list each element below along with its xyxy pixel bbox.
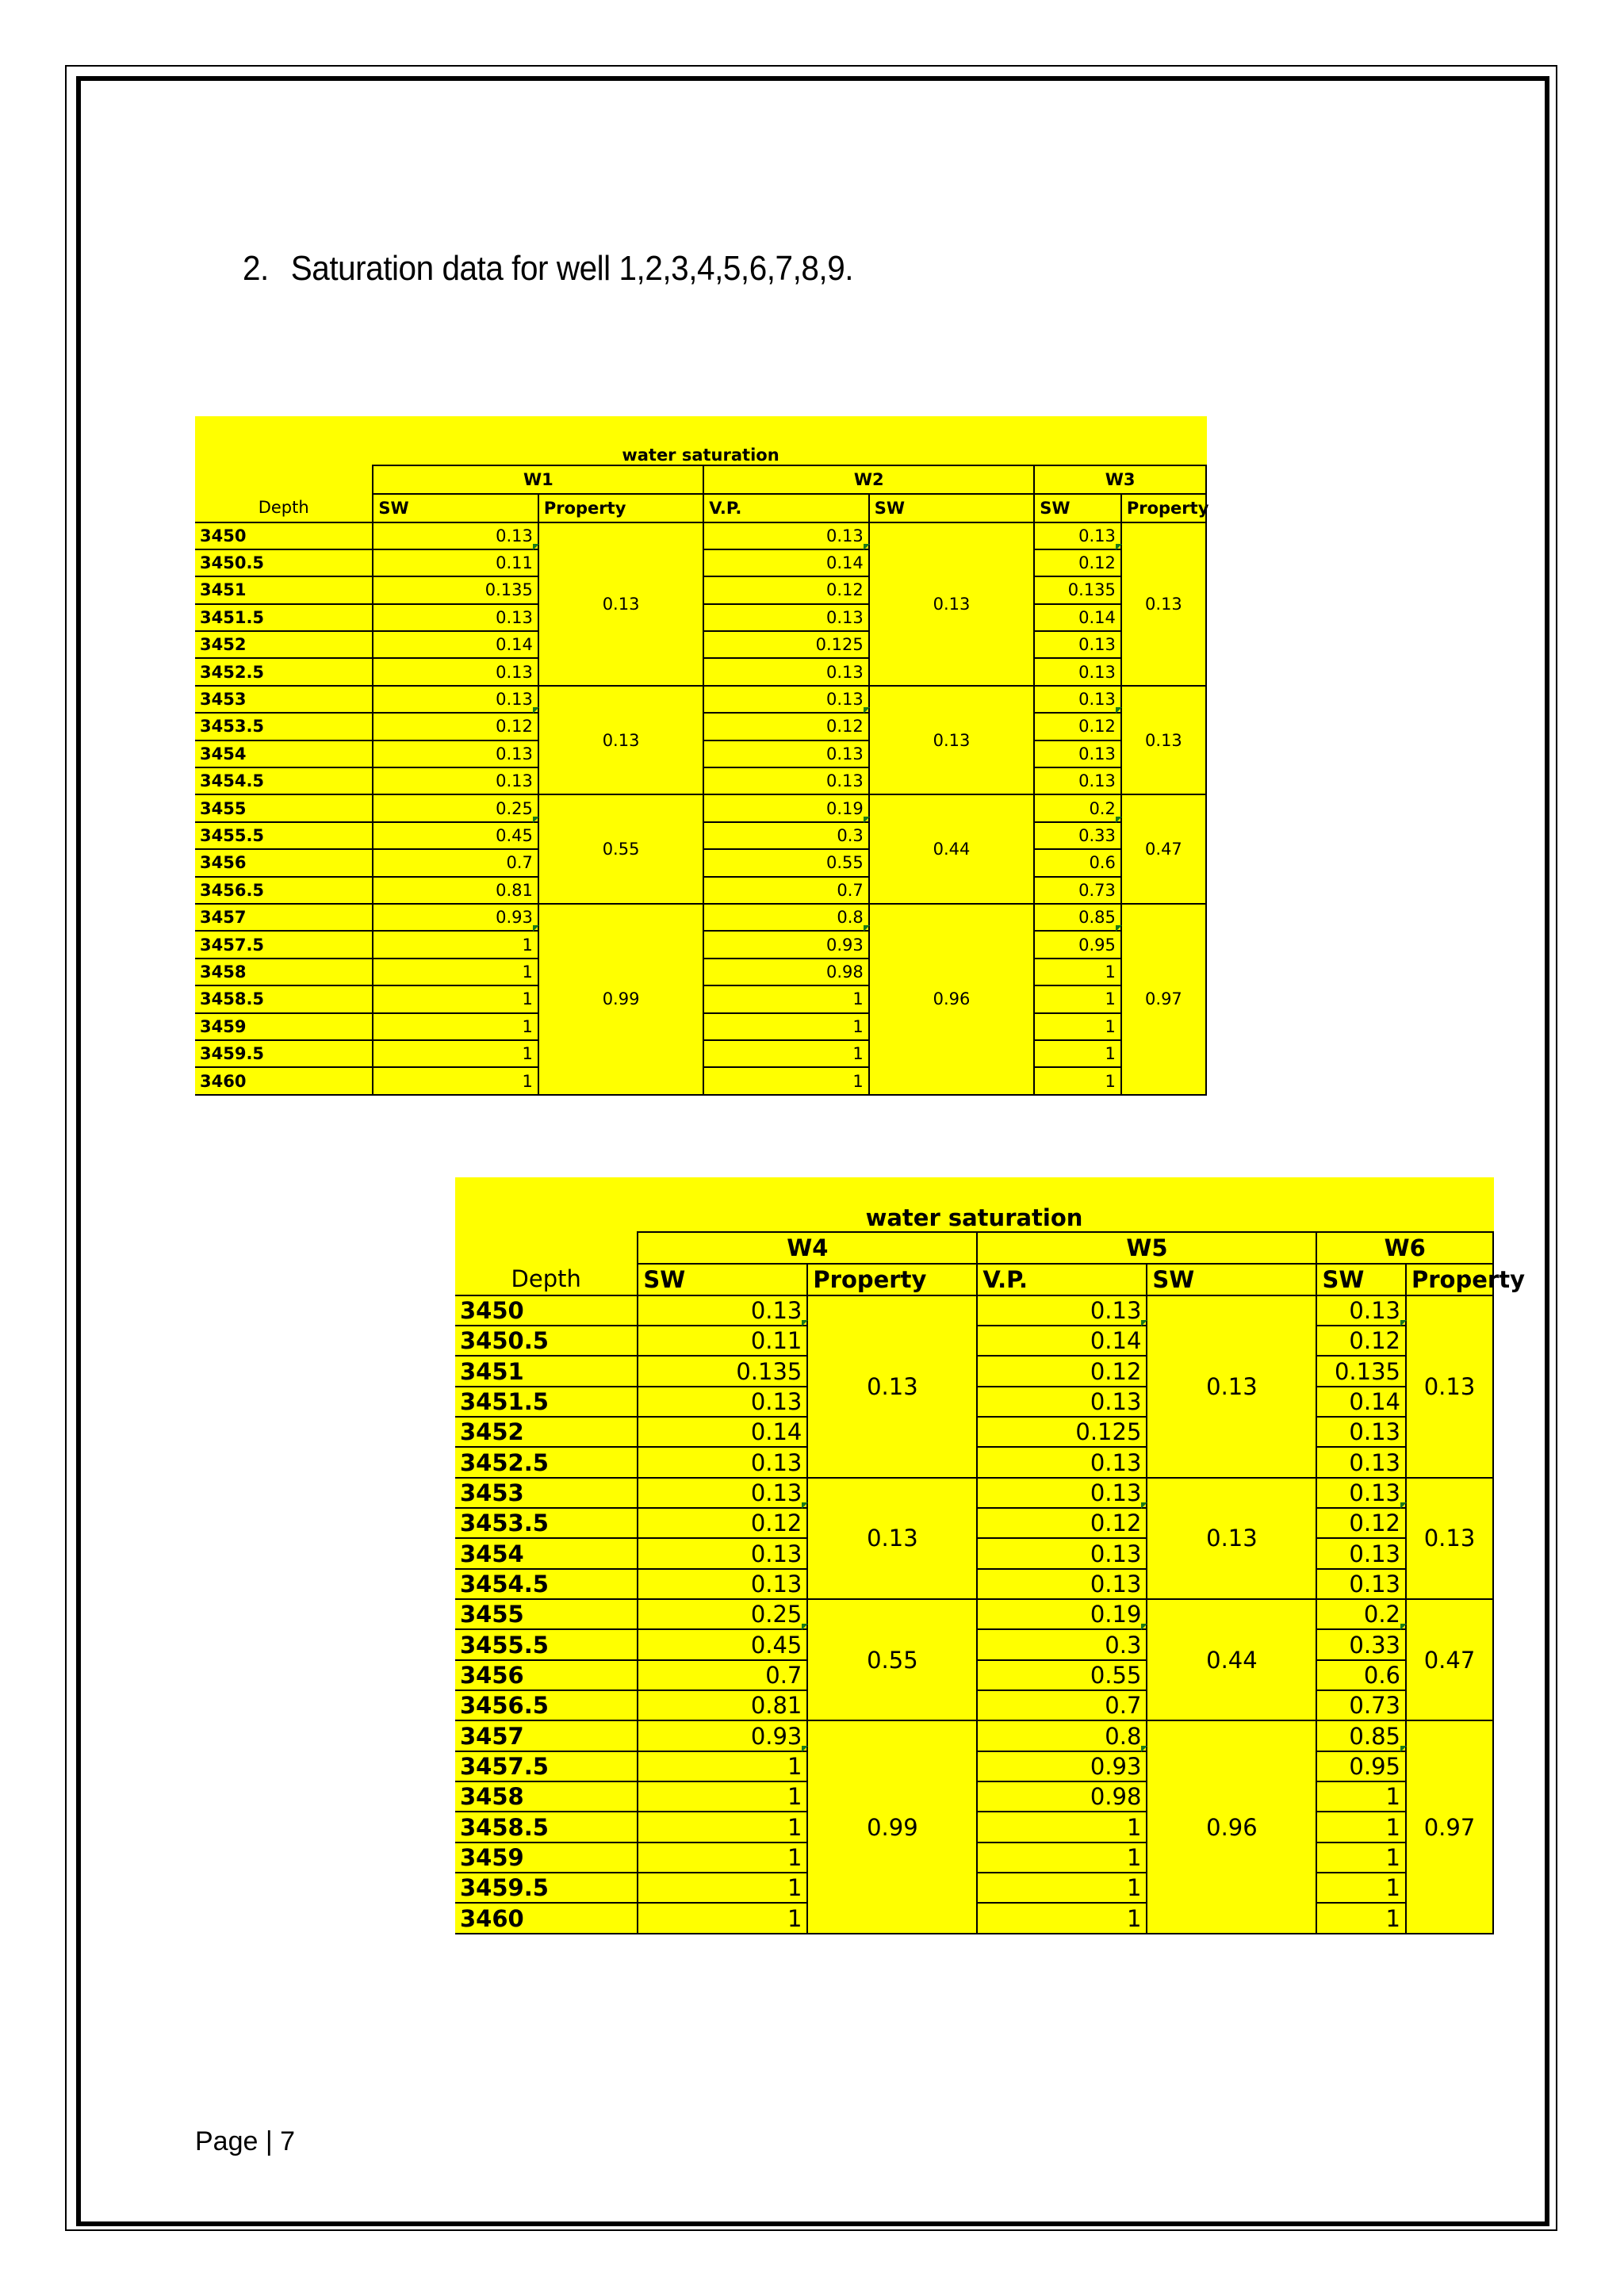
depth-cell: 3460 [455, 1903, 638, 1934]
sw-value-cell: 0.12 [1034, 713, 1121, 740]
vp-value-cell: 0.13 [703, 686, 868, 713]
table-row [195, 794, 1206, 821]
sw-value-cell: 0.73 [1034, 877, 1121, 904]
column-subheader: Property [1406, 1264, 1493, 1295]
depth-cell: 3453.5 [195, 713, 373, 740]
property-cell: 0.99 [538, 904, 703, 1095]
sw-value-cell: 1 [638, 1751, 807, 1781]
sw-value-cell: 0.11 [638, 1326, 807, 1356]
depth-cell: 3457.5 [195, 931, 373, 958]
depth-cell: 3460 [195, 1067, 373, 1095]
well-header: W2 [703, 465, 1034, 494]
column-subheader: Property [538, 494, 703, 522]
table-row [195, 522, 1206, 549]
sw-value-cell: 0.13 [1034, 522, 1121, 549]
vp-value-cell: 1 [703, 1040, 868, 1067]
depth-cell: 3453 [195, 686, 373, 713]
sw-value-cell: 1 [638, 1843, 807, 1873]
property-cell: 0.97 [1406, 1720, 1493, 1934]
sw-value-cell: 0.13 [1316, 1569, 1406, 1599]
table-row [455, 1599, 1493, 1629]
vp-value-cell: 1 [977, 1873, 1147, 1903]
sw-value-cell: 0.81 [638, 1690, 807, 1720]
sw-value-cell: 0.13 [373, 604, 538, 631]
sw-value-cell: 0.13 [1316, 1538, 1406, 1568]
vp-value-cell: 1 [977, 1903, 1147, 1934]
depth-cell: 3451 [455, 1356, 638, 1386]
property-cell: 0.13 [1147, 1295, 1316, 1478]
vp-value-cell: 0.13 [977, 1447, 1147, 1477]
property-cell: 0.13 [1121, 686, 1206, 795]
depth-cell: 3452.5 [195, 658, 373, 685]
sw-value-cell: 0.73 [1316, 1690, 1406, 1720]
sw-value-cell: 0.13 [1034, 686, 1121, 713]
header-spacer [195, 465, 373, 494]
sw-value-cell: 0.2 [1034, 794, 1121, 821]
property-cell: 0.44 [1147, 1599, 1316, 1720]
sw-value-cell: 0.6 [1034, 849, 1121, 876]
table-row [195, 904, 1206, 931]
sw-value-cell: 0.14 [1316, 1387, 1406, 1417]
column-subheader: Property [1121, 494, 1206, 522]
depth-cell: 3458.5 [455, 1812, 638, 1842]
sw-value-cell: 1 [1316, 1843, 1406, 1873]
depth-cell: 3456.5 [455, 1690, 638, 1720]
well-header: W5 [977, 1232, 1316, 1264]
sw-value-cell: 0.95 [1316, 1751, 1406, 1781]
sw-value-cell: 1 [638, 1812, 807, 1842]
heading-number: 2. [243, 249, 269, 288]
depth-cell: 3450.5 [455, 1326, 638, 1356]
sw-value-cell: 0.33 [1034, 822, 1121, 849]
vp-value-cell: 1 [703, 1013, 868, 1040]
vp-value-cell: 1 [703, 1067, 868, 1095]
depth-cell: 3450.5 [195, 549, 373, 576]
column-subheader: SW [638, 1264, 807, 1295]
sw-value-cell: 0.13 [373, 658, 538, 685]
depth-cell: 3455 [195, 794, 373, 821]
sw-value-cell: 0.93 [373, 904, 538, 931]
depth-cell: 3458.5 [195, 985, 373, 1012]
well-header: W6 [1316, 1232, 1493, 1264]
vp-value-cell: 0.13 [977, 1478, 1147, 1508]
vp-value-cell: 0.7 [703, 877, 868, 904]
sw-value-cell: 0.85 [1034, 904, 1121, 931]
vp-value-cell: 0.3 [703, 822, 868, 849]
property-cell: 0.47 [1121, 794, 1206, 904]
depth-cell: 3450 [455, 1295, 638, 1326]
vp-value-cell: 0.13 [703, 767, 868, 794]
sw-value-cell: 1 [638, 1873, 807, 1903]
vp-value-cell: 0.3 [977, 1629, 1147, 1659]
vp-value-cell: 0.13 [703, 740, 868, 767]
table-title: water saturation [622, 445, 779, 465]
depth-cell: 3452.5 [455, 1447, 638, 1477]
sw-value-cell: 1 [1034, 985, 1121, 1012]
saturation-grid [195, 416, 1207, 1096]
sw-value-cell: 0.13 [638, 1478, 807, 1508]
depth-cell: 3455.5 [455, 1629, 638, 1659]
well-header: W3 [1034, 465, 1206, 494]
sw-value-cell: 0.135 [638, 1356, 807, 1386]
vp-value-cell: 0.14 [703, 549, 868, 576]
property-cell: 0.13 [869, 522, 1034, 686]
sw-value-cell: 0.13 [638, 1538, 807, 1568]
property-cell: 0.13 [1406, 1478, 1493, 1599]
vp-value-cell: 0.13 [977, 1538, 1147, 1568]
depth-cell: 3459 [455, 1843, 638, 1873]
depth-column-header: Depth [455, 1264, 638, 1295]
vp-value-cell: 0.12 [977, 1356, 1147, 1386]
property-cell: 0.97 [1121, 904, 1206, 1095]
column-subheader: Property [807, 1264, 977, 1295]
sw-value-cell: 0.135 [373, 576, 538, 603]
vp-value-cell: 1 [977, 1812, 1147, 1842]
sw-value-cell: 0.12 [638, 1508, 807, 1538]
vp-value-cell: 0.8 [977, 1720, 1147, 1751]
saturation-grid [455, 1177, 1525, 1934]
vp-value-cell: 0.13 [977, 1387, 1147, 1417]
depth-cell: 3451.5 [195, 604, 373, 631]
sw-value-cell: 1 [1034, 1067, 1121, 1095]
property-cell: 0.55 [807, 1599, 977, 1720]
depth-cell: 3455 [455, 1599, 638, 1629]
sw-value-cell: 0.11 [373, 549, 538, 576]
sw-value-cell: 0.13 [373, 767, 538, 794]
depth-cell: 3454 [195, 740, 373, 767]
vp-value-cell: 0.93 [703, 931, 868, 958]
depth-column-header: Depth [195, 494, 373, 522]
table-row [455, 1478, 1493, 1508]
column-subheader: SW [373, 494, 538, 522]
table-row [455, 1295, 1493, 1326]
sw-value-cell: 0.12 [1034, 549, 1121, 576]
vp-value-cell: 0.13 [703, 522, 868, 549]
depth-cell: 3457.5 [455, 1751, 638, 1781]
vp-value-cell: 0.7 [977, 1690, 1147, 1720]
column-subheader: SW [1034, 494, 1121, 522]
depth-cell: 3458 [455, 1781, 638, 1812]
sw-value-cell: 0.14 [638, 1417, 807, 1447]
sw-value-cell: 0.13 [373, 522, 538, 549]
sw-value-cell: 0.2 [1316, 1599, 1406, 1629]
property-cell: 0.13 [807, 1478, 977, 1599]
property-cell: 0.13 [538, 686, 703, 795]
depth-cell: 3453.5 [455, 1508, 638, 1538]
depth-cell: 3451 [195, 576, 373, 603]
sw-value-cell: 0.14 [1034, 604, 1121, 631]
property-cell: 0.13 [1147, 1478, 1316, 1599]
sw-value-cell: 1 [373, 1067, 538, 1095]
depth-cell: 3452 [195, 631, 373, 658]
property-cell: 0.44 [869, 794, 1034, 904]
table-row [195, 686, 1206, 713]
sw-value-cell: 1 [1034, 959, 1121, 985]
sw-value-cell: 0.13 [1316, 1295, 1406, 1326]
sw-value-cell: 0.13 [1034, 658, 1121, 685]
sw-value-cell: 0.12 [1316, 1326, 1406, 1356]
sw-value-cell: 1 [373, 1013, 538, 1040]
vp-value-cell: 0.98 [977, 1781, 1147, 1812]
vp-value-cell: 0.8 [703, 904, 868, 931]
vp-value-cell: 0.13 [703, 604, 868, 631]
depth-cell: 3456.5 [195, 877, 373, 904]
sw-value-cell: 1 [1316, 1903, 1406, 1934]
depth-cell: 3459.5 [455, 1873, 638, 1903]
property-cell: 0.55 [538, 794, 703, 904]
vp-value-cell: 0.125 [703, 631, 868, 658]
depth-cell: 3457 [455, 1720, 638, 1751]
property-cell: 0.99 [807, 1720, 977, 1934]
vp-value-cell: 0.12 [977, 1508, 1147, 1538]
property-cell: 0.13 [1121, 522, 1206, 686]
sw-value-cell: 1 [638, 1781, 807, 1812]
heading-text: Saturation data for well 1,2,3,4,5,6,7,8,9. [290, 249, 854, 288]
property-cell: 0.13 [869, 686, 1034, 795]
vp-value-cell: 1 [703, 985, 868, 1012]
sw-value-cell: 0.13 [1034, 740, 1121, 767]
depth-cell: 3459.5 [195, 1040, 373, 1067]
sw-value-cell: 0.13 [1034, 631, 1121, 658]
property-cell: 0.13 [807, 1295, 977, 1478]
sw-value-cell: 0.13 [638, 1295, 807, 1326]
sw-value-cell: 0.7 [638, 1660, 807, 1690]
sw-value-cell: 0.45 [638, 1629, 807, 1659]
sw-value-cell: 0.12 [373, 713, 538, 740]
water-saturation-table-w4-w6 [455, 1177, 1525, 1934]
sw-value-cell: 0.13 [1316, 1478, 1406, 1508]
vp-value-cell: 0.13 [703, 658, 868, 685]
column-subheader: V.P. [703, 494, 868, 522]
well-header: W4 [638, 1232, 977, 1264]
water-saturation-table-w1-w3 [195, 416, 1207, 1096]
property-cell: 0.13 [1406, 1295, 1493, 1478]
sw-value-cell: 0.13 [1316, 1417, 1406, 1447]
depth-cell: 3454 [455, 1538, 638, 1568]
depth-cell: 3454.5 [455, 1569, 638, 1599]
table-row [455, 1720, 1493, 1751]
property-cell: 0.13 [538, 522, 703, 686]
well-header: W1 [373, 465, 703, 494]
vp-value-cell: 0.125 [977, 1417, 1147, 1447]
vp-value-cell: 0.55 [977, 1660, 1147, 1690]
depth-cell: 3456 [195, 849, 373, 876]
depth-cell: 3451.5 [455, 1387, 638, 1417]
sw-value-cell: 0.13 [638, 1447, 807, 1477]
sw-value-cell: 0.93 [638, 1720, 807, 1751]
sw-value-cell: 0.85 [1316, 1720, 1406, 1751]
column-subheader: V.P. [977, 1264, 1147, 1295]
sw-value-cell: 0.13 [1316, 1447, 1406, 1477]
depth-cell: 3452 [455, 1417, 638, 1447]
sw-value-cell: 1 [1034, 1013, 1121, 1040]
depth-cell: 3456 [455, 1660, 638, 1690]
sw-value-cell: 0.6 [1316, 1660, 1406, 1690]
sw-value-cell: 0.25 [638, 1599, 807, 1629]
property-cell: 0.96 [869, 904, 1034, 1095]
depth-cell: 3458 [195, 959, 373, 985]
sw-value-cell: 1 [373, 1040, 538, 1067]
sw-value-cell: 1 [1034, 1040, 1121, 1067]
sw-value-cell: 0.13 [373, 686, 538, 713]
depth-cell: 3455.5 [195, 822, 373, 849]
vp-value-cell: 0.19 [703, 794, 868, 821]
vp-value-cell: 0.12 [703, 713, 868, 740]
sw-value-cell: 0.95 [1034, 931, 1121, 958]
depth-cell: 3459 [195, 1013, 373, 1040]
sw-value-cell: 1 [1316, 1873, 1406, 1903]
vp-value-cell: 0.55 [703, 849, 868, 876]
vp-value-cell: 0.12 [703, 576, 868, 603]
table-title: water saturation [865, 1203, 1083, 1231]
sw-value-cell: 0.135 [1316, 1356, 1406, 1386]
sw-value-cell: 0.13 [638, 1569, 807, 1599]
sw-value-cell: 1 [1316, 1781, 1406, 1812]
depth-cell: 3457 [195, 904, 373, 931]
section-heading [243, 249, 853, 289]
vp-value-cell: 0.93 [977, 1751, 1147, 1781]
column-subheader: SW [1147, 1264, 1316, 1295]
property-cell: 0.47 [1406, 1599, 1493, 1720]
sw-value-cell: 0.13 [1034, 767, 1121, 794]
depth-cell: 3453 [455, 1478, 638, 1508]
sw-value-cell: 0.135 [1034, 576, 1121, 603]
vp-value-cell: 1 [977, 1843, 1147, 1873]
sw-value-cell: 0.13 [638, 1387, 807, 1417]
vp-value-cell: 0.13 [977, 1569, 1147, 1599]
sw-value-cell: 0.33 [1316, 1629, 1406, 1659]
sw-value-cell: 0.45 [373, 822, 538, 849]
page-number: Page | 7 [195, 2126, 296, 2156]
vp-value-cell: 0.14 [977, 1326, 1147, 1356]
sw-value-cell: 0.14 [373, 631, 538, 658]
sw-value-cell: 1 [1316, 1812, 1406, 1842]
column-subheader: SW [1316, 1264, 1406, 1295]
sw-value-cell: 0.12 [1316, 1508, 1406, 1538]
sw-value-cell: 0.81 [373, 877, 538, 904]
vp-value-cell: 0.98 [703, 959, 868, 985]
sw-value-cell: 1 [373, 959, 538, 985]
property-cell: 0.96 [1147, 1720, 1316, 1934]
depth-cell: 3450 [195, 522, 373, 549]
column-subheader: SW [869, 494, 1034, 522]
sw-value-cell: 1 [638, 1903, 807, 1934]
sw-value-cell: 0.7 [373, 849, 538, 876]
vp-value-cell: 0.19 [977, 1599, 1147, 1629]
depth-cell: 3454.5 [195, 767, 373, 794]
sw-value-cell: 1 [373, 985, 538, 1012]
header-spacer [455, 1232, 638, 1264]
sw-value-cell: 0.25 [373, 794, 538, 821]
sw-value-cell: 1 [373, 931, 538, 958]
sw-value-cell: 0.13 [373, 740, 538, 767]
vp-value-cell: 0.13 [977, 1295, 1147, 1326]
